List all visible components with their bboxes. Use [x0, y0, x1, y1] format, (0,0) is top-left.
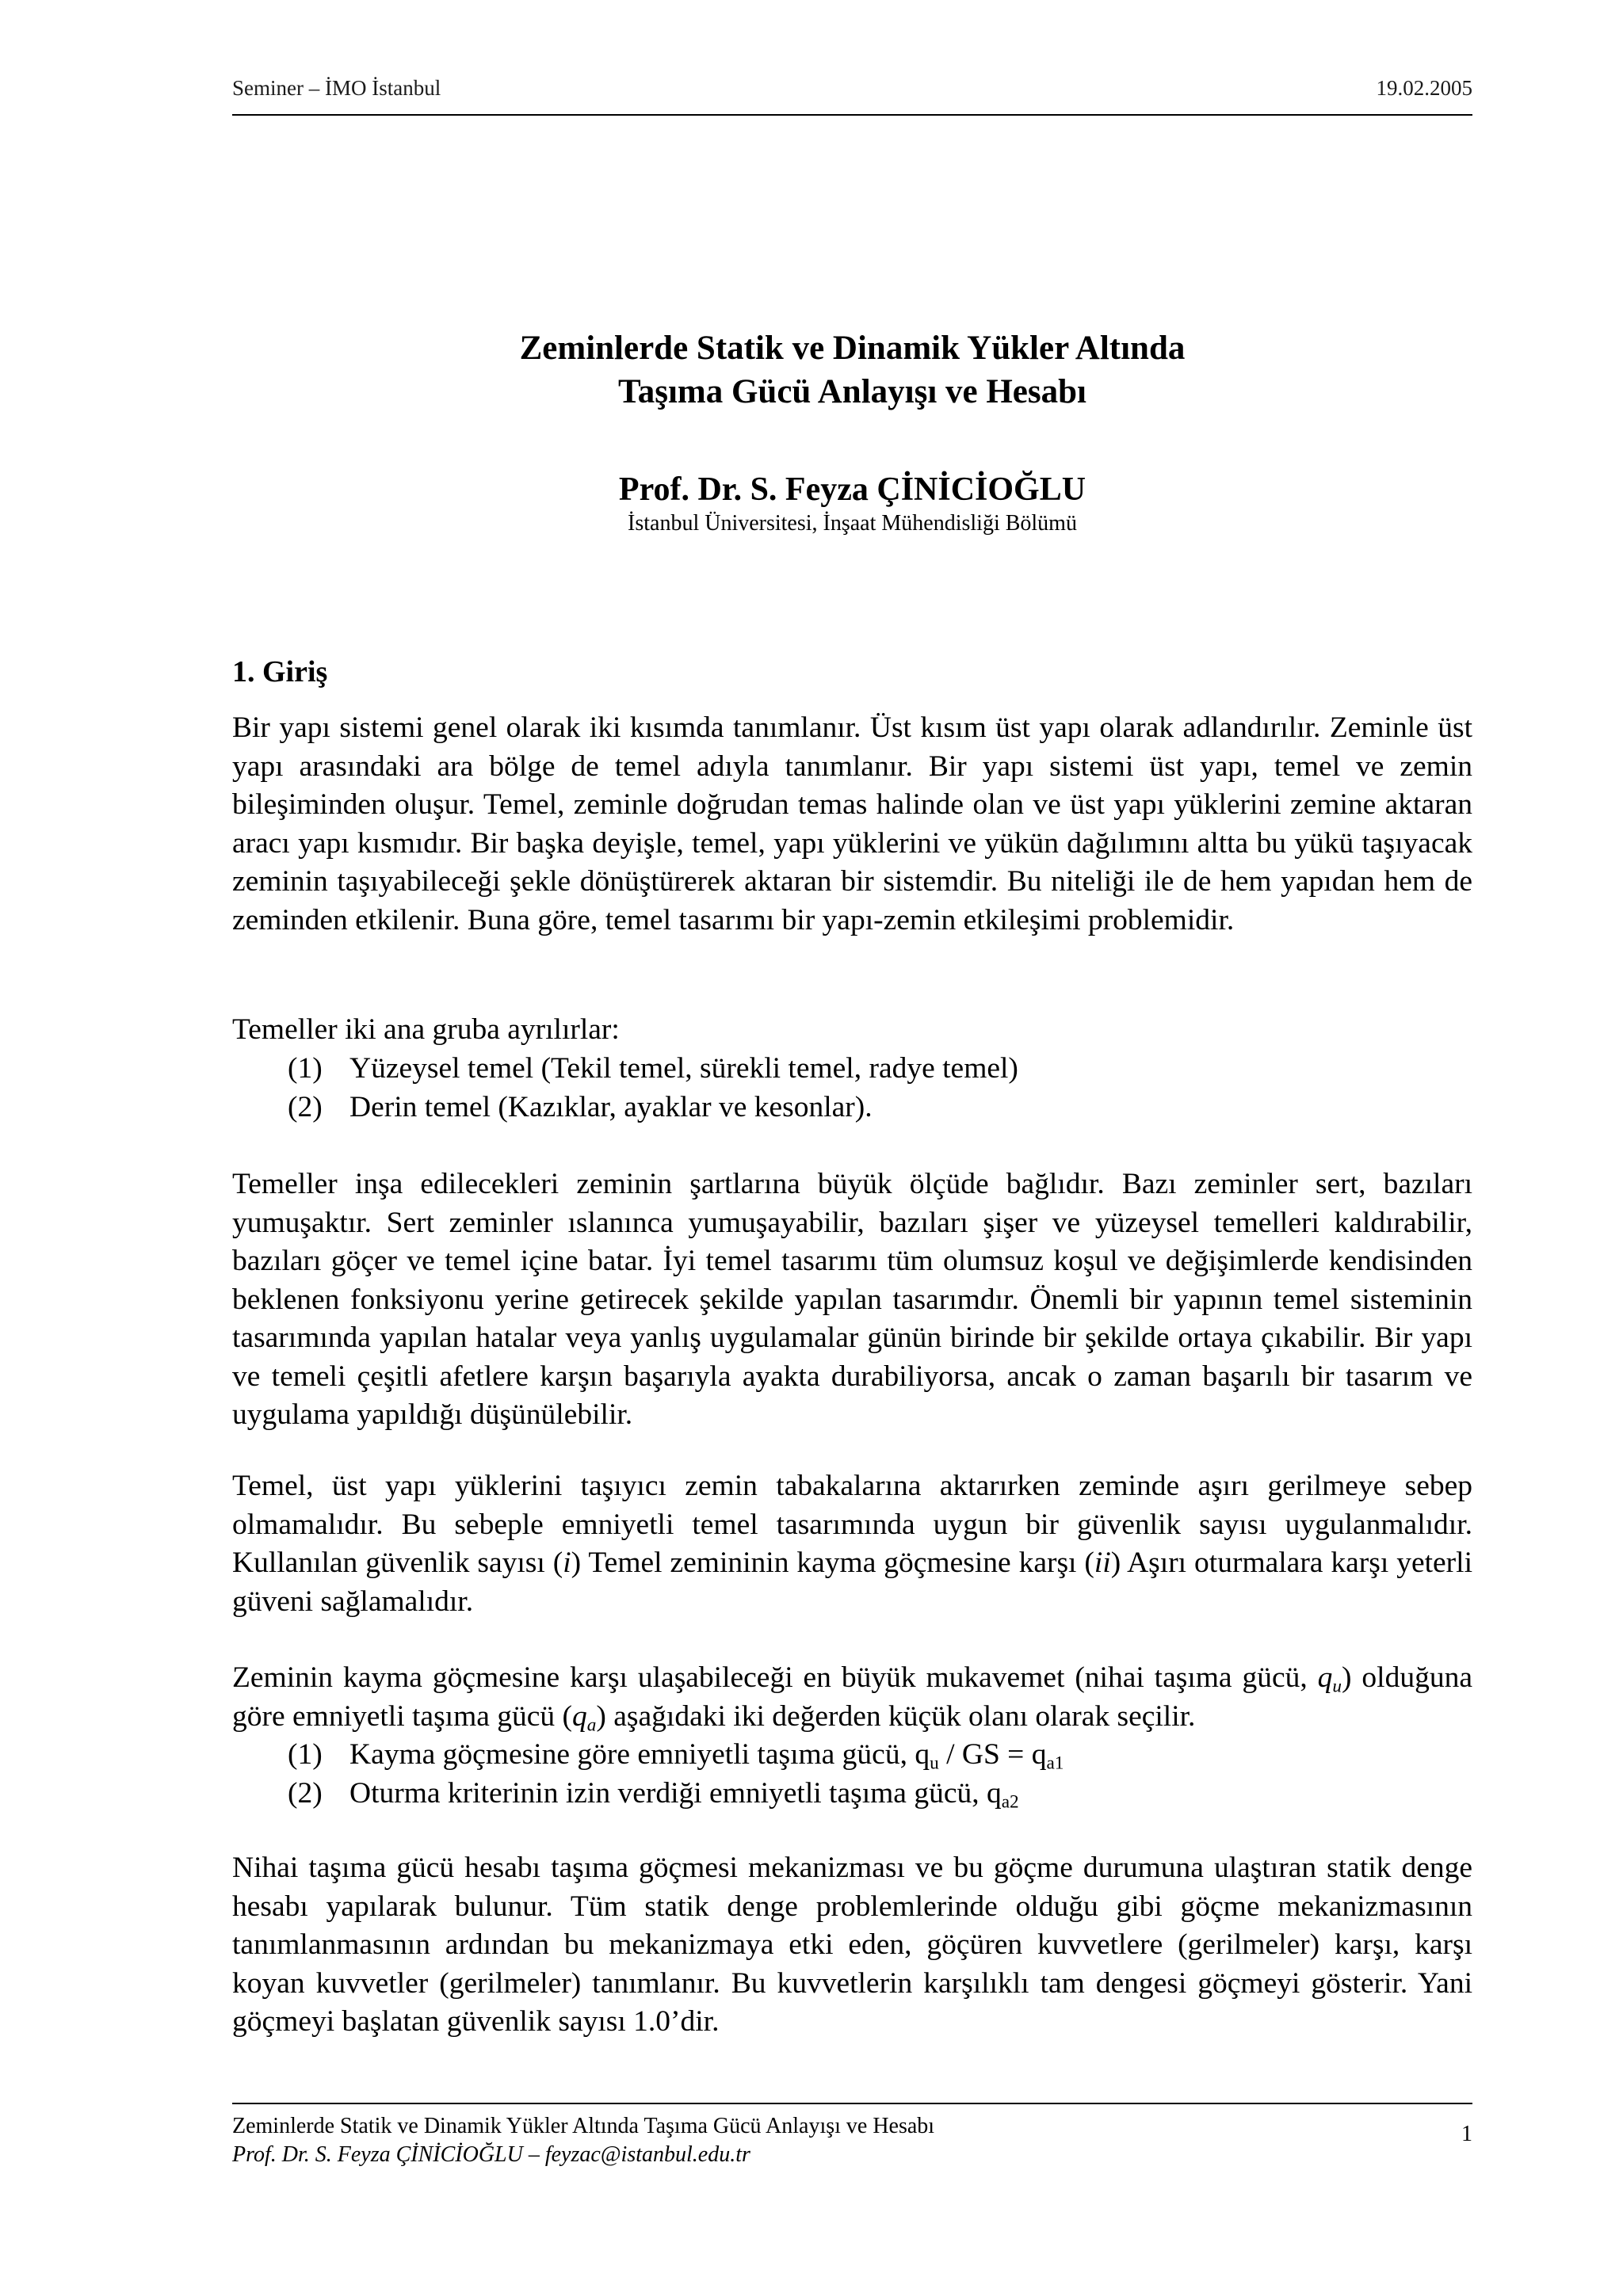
symbol-sub-u: u — [1332, 1676, 1342, 1697]
footer-author-email: Prof. Dr. S. Feyza ÇİNİCİOĞLU – feyzac@istanbul.edu.tr — [232, 2142, 750, 2167]
title-line-1: Zeminlerde Statik ve Dinamik Yükler Altında — [519, 330, 1186, 367]
p4-roman-ii: ii — [1094, 1547, 1111, 1579]
list-item-number: (1) — [288, 1052, 323, 1085]
subscript: u — [930, 1753, 939, 1774]
subscript: a2 — [1001, 1791, 1019, 1812]
symbol-q: q — [1317, 1661, 1333, 1694]
list-text: Kayma göçmesine göre emniyetli taşıma gücü, q — [349, 1738, 930, 1771]
author-affiliation: İstanbul Üniversitesi, İnşaat Mühendisliği Bölümü — [628, 511, 1077, 536]
list-text: / GS = q — [938, 1738, 1047, 1771]
paragraph-4 — [232, 1467, 1472, 1621]
p4-text-c: ) Aşırı oturmalara karşı yeterli güveni sağlamalıdır. — [232, 1547, 1472, 1618]
symbol-sub-a: a — [586, 1714, 597, 1735]
list-item-number: (2) — [288, 1090, 323, 1123]
header-event: Seminer – İMO İstanbul — [232, 76, 441, 100]
list-item — [288, 1050, 1018, 1089]
header-divider — [232, 114, 1472, 116]
p5-text-c: ) aşağıdaki iki değerden küçük olanı olarak seçilir. — [596, 1699, 1196, 1733]
list-item-number: (2) — [288, 1776, 323, 1810]
list-item-text — [349, 1775, 1019, 1814]
p4-text-b: ) Temel zemininin kayma göçmesine karşı ( — [571, 1547, 1094, 1579]
page-footer — [232, 2112, 1472, 2169]
bearing-capacity-list — [288, 1736, 1064, 1813]
p5-text-a: Zeminin kayma göçmesine karşı ulaşabileceği en büyük mukavemet (nihai taşıma gücü, — [232, 1661, 1318, 1694]
list-item-text: Derin temel (Kazıklar, ayaklar ve kesonlar). — [349, 1090, 873, 1123]
list-text: Oturma kriterinin izin verdiği emniyetli taşıma gücü, q — [349, 1776, 1002, 1810]
paragraph-1: Bir yapı sistemi genel olarak iki kısımda tanımlanır. Üst kısım üst yapı olarak adlandırılır. Zeminle üst yapı arasındaki ara bölge de temel adıyla tanımlanır. Bir yapı sistemi üst yapı, temel ve zemin bileşiminden oluşur. Temel, zeminle doğrudan temas halinde olan ve üst yapı yüklerini zemine aktaran aracı yapı kısmıdır. Bir başka deyişle, temel, yapı yüklerini ve yükün dağılımını altta bu yükü taşıyacak zeminin taşıyabileceği şekle dönüştürerek aktaran bir sistemdir. Bu niteliği ile de hem yapıdan hem de zeminden etkilenir. Buna göre, temel tasarımı bir yapı-zemin etkileşimi problemidir. — [232, 711, 1472, 936]
symbol-qu — [1317, 1661, 1342, 1697]
paper-title — [232, 326, 1472, 414]
symbol-qa — [572, 1700, 596, 1733]
paragraph-5 — [232, 1659, 1472, 1736]
symbol-q: q — [572, 1699, 587, 1733]
list-item-text — [349, 1736, 1064, 1775]
paragraph-6: Nihai taşıma gücü hesabı taşıma göçmesi mekanizması ve bu göçme durumuna ulaştıran statik denge hesabı yapılarak bulunur. Tüm statik denge problemlerinde olduğu gibi göçme mekanizmasının tanımlanmasının ardından bu mekanizmaya etki eden, göçüren kuvvetlere (gerilmeler) karşı, karşı koyan kuvvetler (gerilmeler) tanımlanır. Bu kuvvetlerin karşılıklı tam dengesi göçmeyi gösterir. Yani göçmeyi başlatan güvenlik sayısı 1.0’dir. — [232, 1852, 1472, 2038]
section-heading: 1. Giriş — [232, 655, 328, 688]
p5-text-b: ) olduğuna göre emniyetli taşıma gücü ( — [232, 1661, 1472, 1733]
list-item — [288, 1775, 1064, 1814]
p4-text-a: Temel, üst yapı yüklerini taşıyıcı zemin tabakalarına aktarırken zeminde aşırı gerilmeye sebep olmamalıdır. Bu sebeple emniyetli temel tasarımında uygun bir güvenlik sayısı uygulanmalıdır. Kullanılan güvenlik sayısı ( — [232, 1470, 1472, 1579]
subscript: a1 — [1046, 1753, 1064, 1774]
author-name: Prof. Dr. S. Feyza ÇİNİCİOĞLU — [618, 471, 1086, 508]
list-item — [288, 1736, 1064, 1775]
page-number: 1 — [1461, 2122, 1472, 2146]
list-item-text: Yüzeysel temel (Tekil temel, sürekli temel, radye temel) — [349, 1052, 1018, 1085]
paragraph-3: Temeller inşa edilecekleri zeminin şartlarına büyük ölçüde bağlıdır. Bazı zeminler sert, bazıları yumuşaktır. Sert zeminler ıslanınca yumuşayabilir, bazıları şişer ve yüzeysel temelleri kaldırabilir, bazıları göçer ve temel içine batar. İyi temel tasarımı tüm olumsuz koşul ve değişimlerde kendisinden beklenen fonksiyonu yerine getirecek şekilde yapılan tasarımdır. Önemli bir yapının temel sisteminin tasarımında yapılan hatalar veya yanlış uygulamalar günün birinde bir şekilde ortaya çıkabilir. Bir yapı ve temeli çeşitli afetlere karşın başarıyla ayakta durabiliyorsa, ancak o zaman başarılı bir tasarım ve uygulama yapıldığı düşünülebilir. — [232, 1168, 1472, 1431]
foundation-types-list — [288, 1050, 1018, 1127]
page-header — [232, 76, 1472, 101]
p4-roman-i: i — [563, 1547, 571, 1579]
header-date: 19.02.2005 — [1376, 76, 1472, 100]
footer-title: Zeminlerde Statik ve Dinamik Yükler Altında Taşıma Gücü Anlayışı ve Hesabı — [232, 2114, 935, 2138]
footer-divider — [232, 2103, 1472, 2104]
list-item — [288, 1089, 1018, 1127]
title-line-2: Taşıma Gücü Anlayışı ve Hesabı — [618, 373, 1086, 410]
list-item-number: (1) — [288, 1738, 323, 1771]
paragraph-2-intro: Temeller iki ana gruba ayrılırlar: — [232, 1013, 620, 1046]
